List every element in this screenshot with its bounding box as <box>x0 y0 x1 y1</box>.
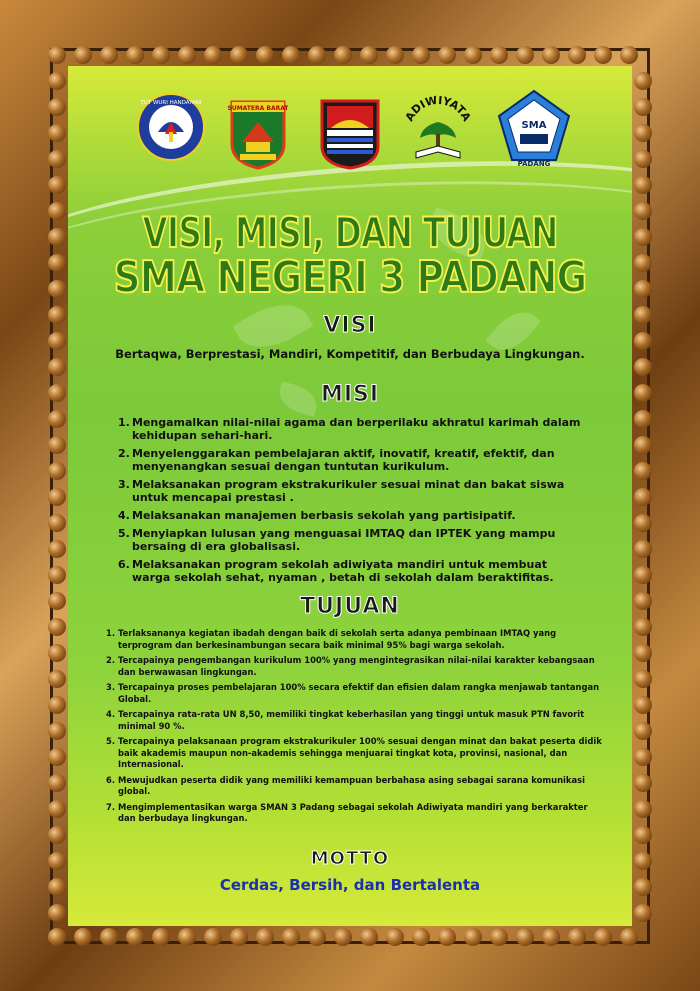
frame-bead <box>594 46 612 64</box>
motto-heading: MOTTO <box>310 848 390 869</box>
frame-bead <box>634 670 652 688</box>
list-item <box>118 478 588 504</box>
list-item <box>118 447 588 473</box>
frame-bead <box>48 410 66 428</box>
item-number: 3. <box>118 478 130 491</box>
frame-bead <box>568 928 586 946</box>
poster-title: VISI, MISI, DAN TUJUAN <box>142 208 558 257</box>
svg-text:ADIWIYATA <box>403 94 474 124</box>
item-number: 5. <box>106 736 116 746</box>
frame-bead <box>634 306 652 324</box>
frame-bead <box>178 46 196 64</box>
item-number: 7. <box>106 801 116 812</box>
frame-bead <box>48 670 66 688</box>
frame-bead <box>634 514 652 532</box>
frame-bead <box>634 358 652 376</box>
frame-bead <box>634 176 652 194</box>
item-number: 4. <box>118 509 130 522</box>
frame-bead <box>634 878 652 896</box>
item-text: Mengamalkan nilai-nilai agama dan berperilaku akhratul karimah dalam kehidupan sehari-hari. <box>132 416 581 442</box>
frame-bead <box>634 228 652 246</box>
frame-bead <box>48 774 66 792</box>
frame-bead <box>282 46 300 64</box>
frame-bead <box>412 46 430 64</box>
frame-bead <box>48 904 66 922</box>
frame-bead <box>634 696 652 714</box>
logo-text: SMA <box>521 120 547 131</box>
frame-bead <box>490 928 508 946</box>
frame-bead <box>464 46 482 64</box>
frame-bead <box>620 46 638 64</box>
frame-bead <box>542 928 560 946</box>
frame-bead <box>48 540 66 558</box>
frame-bead <box>334 928 352 946</box>
frame-bead <box>634 852 652 870</box>
frame-bead <box>230 46 248 64</box>
frame-bead <box>634 800 652 818</box>
frame-bead <box>152 46 170 64</box>
frame-bead <box>48 72 66 90</box>
frame-bead <box>634 488 652 506</box>
item-number: 1. <box>106 628 116 638</box>
frame-bead <box>568 46 586 64</box>
frame-bead <box>48 878 66 896</box>
frame-bead <box>48 202 66 220</box>
frame-bead <box>438 46 456 64</box>
frame-bead <box>634 280 652 298</box>
frame-bead <box>634 774 652 792</box>
frame-bead <box>48 332 66 350</box>
list-item <box>106 709 606 732</box>
frame-bead <box>48 592 66 610</box>
poster <box>68 66 632 926</box>
frame-bead <box>634 254 652 272</box>
item-text: Menyiapkan lulusan yang menguasai IMTAQ dan IPTEK yang mampu bersaing di era globalisasi. <box>132 527 556 553</box>
frame-bead <box>152 928 170 946</box>
frame-bead <box>516 928 534 946</box>
frame-bead <box>634 98 652 116</box>
frame-bead <box>256 928 274 946</box>
school-name: SMA NEGERI 3 PADANG <box>113 252 587 303</box>
misi-heading: MISI <box>320 382 380 407</box>
misi-list <box>118 416 588 589</box>
frame-bead <box>178 928 196 946</box>
frame-bead <box>634 150 652 168</box>
frame-bead <box>256 46 274 64</box>
padang-city-logo <box>319 98 381 174</box>
tujuan-heading: TUJUAN <box>300 594 400 619</box>
frame-bead <box>48 800 66 818</box>
frame-bead <box>48 928 66 946</box>
logo-text: ADIWIYATA <box>402 93 474 124</box>
frame-bead <box>308 928 326 946</box>
frame-bead <box>634 904 652 922</box>
frame-bead <box>412 928 430 946</box>
frame-bead <box>464 928 482 946</box>
frame-bead <box>634 462 652 480</box>
frame-bead <box>438 928 456 946</box>
frame-bead <box>48 826 66 844</box>
frame-bead <box>48 98 66 116</box>
frame-bead <box>48 228 66 246</box>
frame-bead <box>126 928 144 946</box>
frame-bead <box>542 46 560 64</box>
frame-bead <box>48 358 66 376</box>
list-item <box>106 736 606 771</box>
list-item <box>106 682 606 705</box>
item-text: Mengimplementasikan warga SMAN 3 Padang sebagai sekolah Adiwiyata mandiri yang berkarakter dan berbudaya lingkungan. <box>118 801 588 823</box>
frame-bead <box>594 928 612 946</box>
item-text: Tercapainya rata-rata UN 8,50, memiliki tingkat keberhasilan yang tinggi untuk masuk PTN favorit minimal 90 %. <box>118 709 585 731</box>
frame-bead <box>48 384 66 402</box>
frame-bead <box>74 928 92 946</box>
frame-bead <box>48 254 66 272</box>
item-text: Menyelenggarakan pembelajaran aktif, inovatif, kreatif, efektif, dan menyenangkan sesuai dengan tuntutan kurikulum. <box>132 447 555 473</box>
item-text: Mewujudkan peserta didik yang memiliki kemampuan berbahasa asing sebagai sarana komunikasi global. <box>118 774 585 796</box>
frame-bead <box>634 410 652 428</box>
frame-bead <box>282 928 300 946</box>
frame-bead <box>48 722 66 740</box>
list-item <box>106 802 606 825</box>
frame-bead <box>48 696 66 714</box>
item-text: Tercapainya pengembangan kurikulum 100% yang mengintegrasikan nilai-nilai karakter kebangsaan dan berwawasan lingkungan. <box>118 655 595 677</box>
frame-bead <box>48 436 66 454</box>
list-item <box>118 558 588 584</box>
list-item <box>106 628 606 651</box>
frame-bead <box>634 826 652 844</box>
item-text: Tercapainya proses pembelajaran 100% secara efektif dan efisien dalam rangka menjawab tantangan Global. <box>118 682 600 704</box>
frame-bead <box>516 46 534 64</box>
frame-bead <box>126 46 144 64</box>
item-number: 1. <box>118 416 130 429</box>
frame-bead <box>204 46 222 64</box>
frame-bead <box>48 618 66 636</box>
logo-subtext: PADANG <box>517 160 551 168</box>
frame-bead <box>100 928 118 946</box>
frame-bead <box>634 384 652 402</box>
frame-bead <box>360 928 378 946</box>
frame-bead <box>386 928 404 946</box>
frame-bead <box>634 618 652 636</box>
adiwiyata-logo <box>402 92 474 176</box>
frame-bead <box>634 748 652 766</box>
tujuan-list <box>106 628 606 829</box>
item-text: Melaksanakan manajemen berbasis sekolah yang partisipatif. <box>132 509 516 522</box>
sumatera-barat-logo <box>228 98 288 174</box>
sma-3-padang-logo <box>496 88 572 172</box>
item-number: 4. <box>106 709 116 719</box>
list-item <box>118 509 588 522</box>
logo-text: TUT WURI HANDAYANI <box>140 100 202 106</box>
frame-bead <box>48 306 66 324</box>
list-item <box>106 775 606 798</box>
frame-bead <box>634 202 652 220</box>
frame-bead <box>634 332 652 350</box>
list-item <box>106 655 606 678</box>
frame-bead <box>48 462 66 480</box>
frame-bead <box>634 436 652 454</box>
frame-bead <box>386 46 404 64</box>
list-item <box>118 527 588 553</box>
tut-wuri-handayani-logo <box>136 92 206 166</box>
frame-bead <box>48 150 66 168</box>
item-number: 6. <box>118 558 130 571</box>
frame-bead <box>634 592 652 610</box>
frame-bead <box>48 176 66 194</box>
item-number: 2. <box>106 655 116 665</box>
frame-bead <box>48 488 66 506</box>
frame-bead <box>74 46 92 64</box>
frame-bead <box>48 644 66 662</box>
frame-bead <box>634 644 652 662</box>
frame-bead <box>634 72 652 90</box>
frame-bead <box>100 46 118 64</box>
frame-bead <box>230 928 248 946</box>
visi-text: Bertaqwa, Berprestasi, Mandiri, Kompetitif, dan Berbudaya Lingkungan. <box>115 347 585 361</box>
item-number: 2. <box>118 447 130 460</box>
frame-bead <box>620 928 638 946</box>
item-text: Melaksanakan program ekstrakurikuler sesuai minat dan bakat siswa untuk mencapai prestasi . <box>132 478 565 504</box>
motto-text: Cerdas, Bersih, dan Bertalenta <box>219 876 481 894</box>
item-number: 6. <box>106 774 116 785</box>
frame-bead <box>48 566 66 584</box>
frame-bead <box>48 514 66 532</box>
frame-bead <box>490 46 508 64</box>
item-number: 5. <box>118 527 130 540</box>
frame-bead <box>334 46 352 64</box>
frame-bead <box>48 748 66 766</box>
item-text: Melaksanakan program sekolah adiwiyata mandiri untuk membuat warga sekolah sehat, nyaman , betah di sekolah dalam beraktifitas. <box>132 558 554 584</box>
frame-bead <box>360 46 378 64</box>
frame-bead <box>634 124 652 142</box>
frame-bead <box>48 280 66 298</box>
frame-bead <box>634 722 652 740</box>
frame-bead <box>204 928 222 946</box>
item-text: Tercapainya pelaksanaan program ekstrakurikuler 100% sesuai dengan minat dan bakat peserta didik baik akademis maupun non-akademis sehingga menjuarai tingkat kota, provinsi, nasional, dan Internasional. <box>118 736 602 769</box>
visi-heading: VISI <box>323 313 377 338</box>
frame-bead <box>634 566 652 584</box>
list-item <box>118 416 588 442</box>
frame-bead <box>48 852 66 870</box>
logo-text: SUMATERA BARAT <box>228 105 288 112</box>
frame-bead <box>634 540 652 558</box>
item-number: 3. <box>106 682 116 692</box>
item-text: Terlaksananya kegiatan ibadah dengan baik di sekolah serta adanya pembinaan IMTAQ yang terprogram dan berkesinambungan secara baik minimal 95% bagi warga sekolah. <box>118 628 557 650</box>
logo-row <box>68 84 632 168</box>
frame-bead <box>48 46 66 64</box>
frame-bead <box>308 46 326 64</box>
frame-bead <box>48 124 66 142</box>
